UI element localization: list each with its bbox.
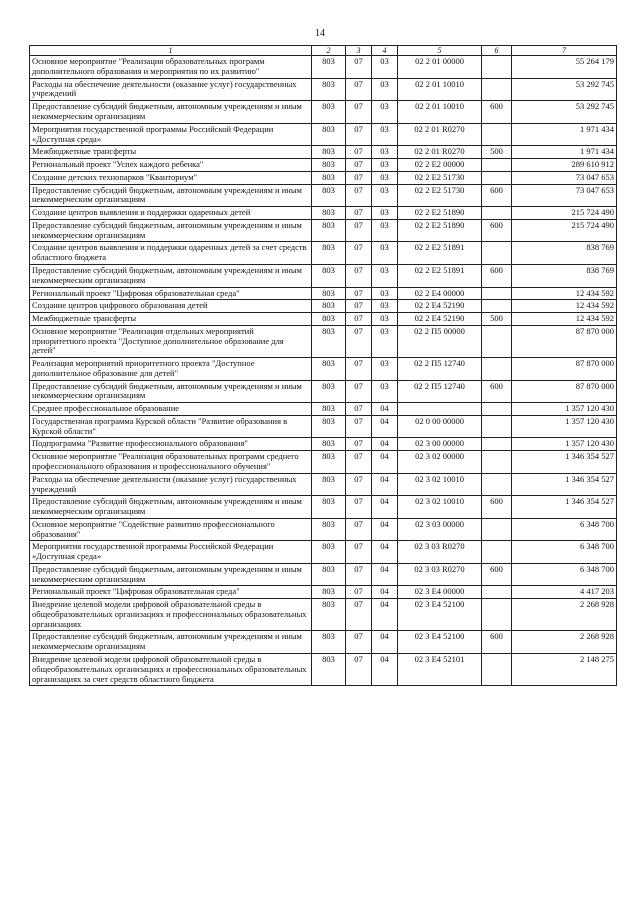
expense-type-code-cell bbox=[482, 541, 512, 564]
expense-type-code-cell bbox=[482, 207, 512, 220]
expense-type-code-cell bbox=[482, 415, 512, 438]
ministry-code-cell: 803 bbox=[312, 159, 346, 172]
target-item-code-cell: 02 3 E4 52100 bbox=[398, 599, 482, 631]
target-item-code-cell: 02 3 03 00000 bbox=[398, 518, 482, 541]
section-code-cell: 07 bbox=[346, 219, 372, 242]
amount-cell: 1 346 354 527 bbox=[512, 451, 617, 474]
amount-cell: 2 268 928 bbox=[512, 631, 617, 654]
table-body bbox=[30, 56, 617, 686]
amount-cell: 6 348 700 bbox=[512, 541, 617, 564]
header-cell: 5 bbox=[398, 46, 482, 56]
expense-type-code-cell: 600 bbox=[482, 563, 512, 586]
subsection-code-cell: 03 bbox=[372, 123, 398, 146]
target-item-code-cell: 02 2 П5 00000 bbox=[398, 325, 482, 357]
amount-cell: 53 292 745 bbox=[512, 78, 617, 101]
subsection-code-cell: 03 bbox=[372, 325, 398, 357]
section-code-cell: 07 bbox=[346, 438, 372, 451]
target-item-code-cell: 02 2 E2 00000 bbox=[398, 159, 482, 172]
ministry-code-cell: 803 bbox=[312, 242, 346, 265]
target-item-code-cell: 02 3 00 00000 bbox=[398, 438, 482, 451]
expense-type-code-cell bbox=[482, 586, 512, 599]
ministry-code-cell: 803 bbox=[312, 219, 346, 242]
section-code-cell: 07 bbox=[346, 451, 372, 474]
ministry-code-cell: 803 bbox=[312, 207, 346, 220]
header-cell: 6 bbox=[482, 46, 512, 56]
item-name-cell: Создание детских технопарков "Кванториум" bbox=[30, 171, 312, 184]
expense-type-code-cell bbox=[482, 242, 512, 265]
section-code-cell: 07 bbox=[346, 171, 372, 184]
table-row bbox=[30, 184, 617, 207]
expense-type-code-cell: 600 bbox=[482, 264, 512, 287]
section-code-cell: 07 bbox=[346, 473, 372, 496]
item-name-cell: Создание центров цифрового образования детей bbox=[30, 300, 312, 313]
ministry-code-cell: 803 bbox=[312, 123, 346, 146]
ministry-code-cell: 803 bbox=[312, 358, 346, 381]
amount-cell: 1 357 120 430 bbox=[512, 438, 617, 451]
subsection-code-cell: 03 bbox=[372, 101, 398, 124]
expense-type-code-cell bbox=[482, 78, 512, 101]
section-code-cell: 07 bbox=[346, 56, 372, 79]
subsection-code-cell: 04 bbox=[372, 563, 398, 586]
subsection-code-cell: 03 bbox=[372, 159, 398, 172]
item-name-cell: Предоставление субсидий бюджетным, автономным учреждениям и иным некоммерческим организациям bbox=[30, 563, 312, 586]
item-name-cell: Создание центров выявления и поддержки одаренных детей за счет средств областного бюджета bbox=[30, 242, 312, 265]
subsection-code-cell: 03 bbox=[372, 56, 398, 79]
section-code-cell: 07 bbox=[346, 242, 372, 265]
subsection-code-cell: 04 bbox=[372, 654, 398, 686]
section-code-cell: 07 bbox=[346, 287, 372, 300]
ministry-code-cell: 803 bbox=[312, 264, 346, 287]
table-row bbox=[30, 242, 617, 265]
section-code-cell: 07 bbox=[346, 207, 372, 220]
subsection-code-cell: 04 bbox=[372, 415, 398, 438]
expense-type-code-cell: 600 bbox=[482, 101, 512, 124]
section-code-cell: 07 bbox=[346, 415, 372, 438]
section-code-cell: 07 bbox=[346, 101, 372, 124]
expense-type-code-cell bbox=[482, 300, 512, 313]
item-name-cell: Региональный проект "Успех каждого ребенка" bbox=[30, 159, 312, 172]
expense-type-code-cell bbox=[482, 438, 512, 451]
ministry-code-cell: 803 bbox=[312, 313, 346, 326]
ministry-code-cell: 803 bbox=[312, 101, 346, 124]
subsection-code-cell: 04 bbox=[372, 451, 398, 474]
item-name-cell: Основное мероприятие "Реализация отдельных мероприятий приоритетного проекта "Доступное дополнительное образование для детей" bbox=[30, 325, 312, 357]
target-item-code-cell: 02 3 02 10010 bbox=[398, 473, 482, 496]
item-name-cell: Основное мероприятие "Реализация образовательных программ дополнительного образования и мероприятия по их развитию" bbox=[30, 56, 312, 79]
item-name-cell: Предоставление субсидий бюджетным, автономным учреждениям и иным некоммерческим организациям bbox=[30, 219, 312, 242]
table-row bbox=[30, 207, 617, 220]
target-item-code-cell: 02 2 01 R0270 bbox=[398, 123, 482, 146]
ministry-code-cell: 803 bbox=[312, 438, 346, 451]
table-row bbox=[30, 451, 617, 474]
expense-type-code-cell bbox=[482, 599, 512, 631]
subsection-code-cell: 03 bbox=[372, 78, 398, 101]
target-item-code-cell: 02 2 E2 51890 bbox=[398, 219, 482, 242]
item-name-cell: Мероприятия государственной программы Российской Федерации «Доступная среда» bbox=[30, 123, 312, 146]
table-row bbox=[30, 403, 617, 416]
amount-cell: 12 434 592 bbox=[512, 300, 617, 313]
amount-cell: 73 047 653 bbox=[512, 171, 617, 184]
target-item-code-cell: 02 0 00 00000 bbox=[398, 415, 482, 438]
amount-cell: 838 769 bbox=[512, 242, 617, 265]
target-item-code-cell: 02 3 02 10010 bbox=[398, 496, 482, 519]
table-row bbox=[30, 123, 617, 146]
section-code-cell: 07 bbox=[346, 313, 372, 326]
expense-type-code-cell: 600 bbox=[482, 496, 512, 519]
table-row bbox=[30, 287, 617, 300]
expense-type-code-cell: 600 bbox=[482, 380, 512, 403]
item-name-cell: Региональный проект "Цифровая образовательная среда" bbox=[30, 586, 312, 599]
expense-type-code-cell: 600 bbox=[482, 219, 512, 242]
target-item-code-cell: 02 2 E4 52190 bbox=[398, 300, 482, 313]
table-row bbox=[30, 518, 617, 541]
header-cell: 1 bbox=[30, 46, 312, 56]
subsection-code-cell: 03 bbox=[372, 287, 398, 300]
item-name-cell: Предоставление субсидий бюджетным, автономным учреждениям и иным некоммерческим организациям bbox=[30, 496, 312, 519]
subsection-code-cell: 04 bbox=[372, 403, 398, 416]
table-row bbox=[30, 264, 617, 287]
section-code-cell: 07 bbox=[346, 300, 372, 313]
expense-type-code-cell bbox=[482, 325, 512, 357]
target-item-code-cell: 02 2 01 R0270 bbox=[398, 146, 482, 159]
item-name-cell: Межбюджетные трансферты bbox=[30, 313, 312, 326]
section-code-cell: 07 bbox=[346, 496, 372, 519]
subsection-code-cell: 04 bbox=[372, 631, 398, 654]
amount-cell: 1 357 120 430 bbox=[512, 415, 617, 438]
target-item-code-cell: 02 3 02 00000 bbox=[398, 451, 482, 474]
table-row bbox=[30, 159, 617, 172]
section-code-cell: 07 bbox=[346, 541, 372, 564]
target-item-code-cell: 02 2 E2 51890 bbox=[398, 207, 482, 220]
subsection-code-cell: 03 bbox=[372, 184, 398, 207]
ministry-code-cell: 803 bbox=[312, 184, 346, 207]
header-cell: 4 bbox=[372, 46, 398, 56]
amount-cell: 1 971 434 bbox=[512, 123, 617, 146]
target-item-code-cell: 02 2 П5 12740 bbox=[398, 380, 482, 403]
amount-cell: 2 268 928 bbox=[512, 599, 617, 631]
table-row bbox=[30, 300, 617, 313]
ministry-code-cell: 803 bbox=[312, 325, 346, 357]
header-row bbox=[30, 46, 617, 56]
amount-cell: 1 346 354 527 bbox=[512, 496, 617, 519]
amount-cell: 87 870 000 bbox=[512, 325, 617, 357]
section-code-cell: 07 bbox=[346, 403, 372, 416]
amount-cell: 73 047 653 bbox=[512, 184, 617, 207]
ministry-code-cell: 803 bbox=[312, 563, 346, 586]
page-number: 14 bbox=[315, 28, 325, 39]
section-code-cell: 07 bbox=[346, 146, 372, 159]
ministry-code-cell: 803 bbox=[312, 300, 346, 313]
ministry-code-cell: 803 bbox=[312, 380, 346, 403]
section-code-cell: 07 bbox=[346, 599, 372, 631]
subsection-code-cell: 04 bbox=[372, 473, 398, 496]
ministry-code-cell: 803 bbox=[312, 631, 346, 654]
target-item-code-cell: 02 2 E4 00000 bbox=[398, 287, 482, 300]
subsection-code-cell: 03 bbox=[372, 300, 398, 313]
section-code-cell: 07 bbox=[346, 631, 372, 654]
section-code-cell: 07 bbox=[346, 184, 372, 207]
amount-cell: 2 148 275 bbox=[512, 654, 617, 686]
amount-cell: 12 434 592 bbox=[512, 287, 617, 300]
amount-cell: 55 264 179 bbox=[512, 56, 617, 79]
amount-cell: 6 348 700 bbox=[512, 563, 617, 586]
table-row bbox=[30, 219, 617, 242]
subsection-code-cell: 04 bbox=[372, 496, 398, 519]
ministry-code-cell: 803 bbox=[312, 78, 346, 101]
table-row bbox=[30, 438, 617, 451]
target-item-code-cell: 02 2 01 10010 bbox=[398, 78, 482, 101]
section-code-cell: 07 bbox=[346, 563, 372, 586]
target-item-code-cell: 02 3 E4 52100 bbox=[398, 631, 482, 654]
table-row bbox=[30, 380, 617, 403]
table-row bbox=[30, 313, 617, 326]
amount-cell: 838 769 bbox=[512, 264, 617, 287]
table-row bbox=[30, 146, 617, 159]
ministry-code-cell: 803 bbox=[312, 518, 346, 541]
item-name-cell: Предоставление субсидий бюджетным, автономным учреждениям и иным некоммерческим организациям bbox=[30, 380, 312, 403]
ministry-code-cell: 803 bbox=[312, 496, 346, 519]
expense-type-code-cell: 500 bbox=[482, 146, 512, 159]
expense-type-code-cell bbox=[482, 358, 512, 381]
expense-type-code-cell: 600 bbox=[482, 184, 512, 207]
section-code-cell: 07 bbox=[346, 358, 372, 381]
section-code-cell: 07 bbox=[346, 78, 372, 101]
table-row bbox=[30, 654, 617, 686]
subsection-code-cell: 04 bbox=[372, 541, 398, 564]
subsection-code-cell: 04 bbox=[372, 586, 398, 599]
expense-type-code-cell: 600 bbox=[482, 631, 512, 654]
target-item-code-cell: 02 2 E2 51891 bbox=[398, 242, 482, 265]
section-code-cell: 07 bbox=[346, 518, 372, 541]
amount-cell: 53 292 745 bbox=[512, 101, 617, 124]
subsection-code-cell: 03 bbox=[372, 207, 398, 220]
ministry-code-cell: 803 bbox=[312, 599, 346, 631]
ministry-code-cell: 803 bbox=[312, 403, 346, 416]
header-cell: 3 bbox=[346, 46, 372, 56]
target-item-code-cell: 02 3 E4 00000 bbox=[398, 586, 482, 599]
subsection-code-cell: 04 bbox=[372, 599, 398, 631]
table-row bbox=[30, 325, 617, 357]
expense-type-code-cell bbox=[482, 473, 512, 496]
table-row bbox=[30, 358, 617, 381]
section-code-cell: 07 bbox=[346, 586, 372, 599]
section-code-cell: 07 bbox=[346, 159, 372, 172]
subsection-code-cell: 03 bbox=[372, 380, 398, 403]
item-name-cell: Предоставление субсидий бюджетным, автономным учреждениям и иным некоммерческим организациям bbox=[30, 631, 312, 654]
table-row bbox=[30, 56, 617, 79]
amount-cell: 289 610 912 bbox=[512, 159, 617, 172]
ministry-code-cell: 803 bbox=[312, 56, 346, 79]
item-name-cell: Предоставление субсидий бюджетным, автономным учреждениям и иным некоммерческим организациям bbox=[30, 264, 312, 287]
ministry-code-cell: 803 bbox=[312, 146, 346, 159]
ministry-code-cell: 803 bbox=[312, 415, 346, 438]
subsection-code-cell: 03 bbox=[372, 219, 398, 242]
amount-cell: 1 971 434 bbox=[512, 146, 617, 159]
target-item-code-cell: 02 2 01 10010 bbox=[398, 101, 482, 124]
table-row bbox=[30, 586, 617, 599]
subsection-code-cell: 03 bbox=[372, 264, 398, 287]
target-item-code-cell: 02 3 03 R0270 bbox=[398, 541, 482, 564]
amount-cell: 87 870 000 bbox=[512, 380, 617, 403]
item-name-cell: Региональный проект "Цифровая образовательная среда" bbox=[30, 287, 312, 300]
ministry-code-cell: 803 bbox=[312, 287, 346, 300]
item-name-cell: Среднее профессиональное образование bbox=[30, 403, 312, 416]
item-name-cell: Внедрение целевой модели цифровой образовательной среды в общеобразовательных организациях и профессиональных образовательных организациях bbox=[30, 599, 312, 631]
subsection-code-cell: 03 bbox=[372, 358, 398, 381]
expense-type-code-cell bbox=[482, 159, 512, 172]
table-row bbox=[30, 599, 617, 631]
target-item-code-cell: 02 2 E2 51730 bbox=[398, 184, 482, 207]
table-row bbox=[30, 101, 617, 124]
item-name-cell: Предоставление субсидий бюджетным, автономным учреждениям и иным некоммерческим организациям bbox=[30, 184, 312, 207]
subsection-code-cell: 04 bbox=[372, 438, 398, 451]
expense-type-code-cell bbox=[482, 518, 512, 541]
section-code-cell: 07 bbox=[346, 380, 372, 403]
item-name-cell: Предоставление субсидий бюджетным, автономным учреждениям и иным некоммерческим организациям bbox=[30, 101, 312, 124]
item-name-cell: Расходы на обеспечение деятельности (оказание услуг) государственных учреждений bbox=[30, 78, 312, 101]
amount-cell: 215 724 490 bbox=[512, 207, 617, 220]
target-item-code-cell: 02 3 03 R0270 bbox=[398, 563, 482, 586]
expense-type-code-cell bbox=[482, 403, 512, 416]
section-code-cell: 07 bbox=[346, 123, 372, 146]
section-code-cell: 07 bbox=[346, 325, 372, 357]
expense-type-code-cell bbox=[482, 654, 512, 686]
amount-cell: 4 417 203 bbox=[512, 586, 617, 599]
target-item-code-cell: 02 2 01 00000 bbox=[398, 56, 482, 79]
budget-table bbox=[29, 45, 617, 686]
section-code-cell: 07 bbox=[346, 264, 372, 287]
item-name-cell: Мероприятия государственной программы Российской Федерации «Доступная среда» bbox=[30, 541, 312, 564]
table-row bbox=[30, 473, 617, 496]
target-item-code-cell bbox=[398, 403, 482, 416]
table-row bbox=[30, 631, 617, 654]
target-item-code-cell: 02 2 П5 12740 bbox=[398, 358, 482, 381]
ministry-code-cell: 803 bbox=[312, 451, 346, 474]
item-name-cell: Реализация мероприятий приоритетного проекта "Доступное дополнительное образование для детей" bbox=[30, 358, 312, 381]
expense-type-code-cell bbox=[482, 56, 512, 79]
item-name-cell: Создание центров выявления и поддержки одаренных детей bbox=[30, 207, 312, 220]
expense-type-code-cell: 500 bbox=[482, 313, 512, 326]
ministry-code-cell: 803 bbox=[312, 654, 346, 686]
amount-cell: 1 357 120 430 bbox=[512, 403, 617, 416]
subsection-code-cell: 03 bbox=[372, 171, 398, 184]
table-row bbox=[30, 541, 617, 564]
subsection-code-cell: 03 bbox=[372, 242, 398, 265]
item-name-cell: Основное мероприятие "Реализация образовательных программ среднего профессионального образования и профессионального обучения" bbox=[30, 451, 312, 474]
item-name-cell: Межбюджетные трансферты bbox=[30, 146, 312, 159]
ministry-code-cell: 803 bbox=[312, 171, 346, 184]
target-item-code-cell: 02 2 E2 51730 bbox=[398, 171, 482, 184]
table-row bbox=[30, 496, 617, 519]
item-name-cell: Расходы на обеспечение деятельности (оказание услуг) государственных учреждений bbox=[30, 473, 312, 496]
table-row bbox=[30, 171, 617, 184]
item-name-cell: Государственная программа Курской области "Развитие образования в Курской области" bbox=[30, 415, 312, 438]
target-item-code-cell: 02 3 E4 52101 bbox=[398, 654, 482, 686]
header-cell: 2 bbox=[312, 46, 346, 56]
subsection-code-cell: 03 bbox=[372, 313, 398, 326]
expense-type-code-cell bbox=[482, 287, 512, 300]
table-row bbox=[30, 78, 617, 101]
item-name-cell: Основное мероприятие "Содействие развитию профессионального образования" bbox=[30, 518, 312, 541]
subsection-code-cell: 04 bbox=[372, 518, 398, 541]
item-name-cell: Подпрограмма "Развитие профессионального образования" bbox=[30, 438, 312, 451]
target-item-code-cell: 02 2 E4 52190 bbox=[398, 313, 482, 326]
table-row bbox=[30, 563, 617, 586]
amount-cell: 87 870 000 bbox=[512, 358, 617, 381]
subsection-code-cell: 03 bbox=[372, 146, 398, 159]
ministry-code-cell: 803 bbox=[312, 586, 346, 599]
amount-cell: 6 348 700 bbox=[512, 518, 617, 541]
header-cell: 7 bbox=[512, 46, 617, 56]
item-name-cell: Внедрение целевой модели цифровой образовательной среды в общеобразовательных организациях и профессиональных образовательных организациях за счет средств областного бюджета bbox=[30, 654, 312, 686]
ministry-code-cell: 803 bbox=[312, 473, 346, 496]
amount-cell: 12 434 592 bbox=[512, 313, 617, 326]
target-item-code-cell: 02 2 E2 51891 bbox=[398, 264, 482, 287]
section-code-cell: 07 bbox=[346, 654, 372, 686]
ministry-code-cell: 803 bbox=[312, 541, 346, 564]
amount-cell: 215 724 490 bbox=[512, 219, 617, 242]
expense-type-code-cell bbox=[482, 123, 512, 146]
expense-type-code-cell bbox=[482, 451, 512, 474]
amount-cell: 1 346 354 527 bbox=[512, 473, 617, 496]
table-row bbox=[30, 415, 617, 438]
expense-type-code-cell bbox=[482, 171, 512, 184]
